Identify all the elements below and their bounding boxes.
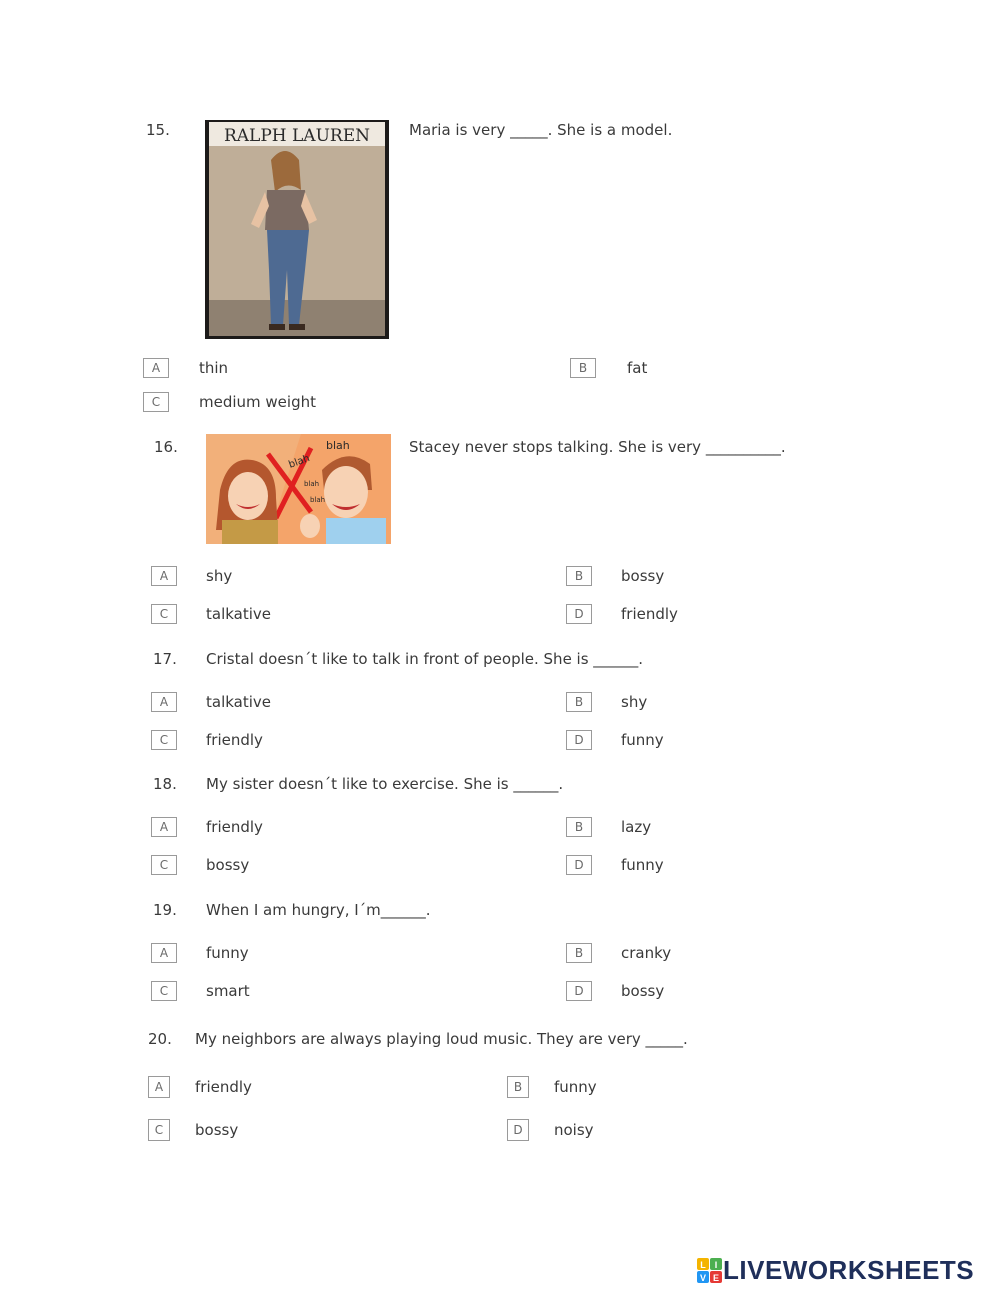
question-19-text: When I am hungry, I´m______.	[206, 901, 431, 919]
option-16-c-label[interactable]: talkative	[206, 605, 272, 623]
blah-text-2: blah	[287, 453, 312, 471]
option-17-a-label[interactable]: talkative	[206, 693, 272, 711]
option-15-c-box[interactable]: C	[143, 392, 169, 412]
option-16-d-box[interactable]: D	[566, 604, 592, 624]
option-16-d-label[interactable]: friendly	[621, 605, 678, 623]
option-18-c-box[interactable]: C	[151, 855, 177, 875]
svg-text:L: L	[700, 1259, 706, 1270]
option-19-b-label[interactable]: cranky	[621, 944, 672, 962]
question-18-text: My sister doesn´t like to exercise. She is ______.	[206, 775, 564, 793]
svg-text:V: V	[699, 1272, 707, 1283]
svg-text:E: E	[712, 1272, 720, 1283]
option-20-b-label[interactable]: funny	[554, 1078, 597, 1096]
option-19-a-box[interactable]: A	[151, 943, 177, 963]
ralph-lauren-logo-text: RALPH LAUREN	[223, 126, 371, 146]
option-17-b-box[interactable]: B	[566, 692, 592, 712]
question-18-number: 18.	[153, 775, 177, 793]
option-16-a-label[interactable]: shy	[206, 567, 233, 585]
option-20-a-box[interactable]: A	[148, 1076, 170, 1098]
blah-text-3: blah	[304, 480, 320, 488]
option-17-d-label[interactable]: funny	[621, 731, 664, 749]
option-20-d-box[interactable]: D	[507, 1119, 529, 1141]
option-20-c-box[interactable]: C	[148, 1119, 170, 1141]
option-15-a-label[interactable]: thin	[199, 359, 229, 377]
option-19-d-box[interactable]: D	[566, 981, 592, 1001]
option-17-d-box[interactable]: D	[566, 730, 592, 750]
blah-text-4: blah	[310, 496, 326, 504]
option-18-c-label[interactable]: bossy	[206, 856, 250, 874]
option-17-a-box[interactable]: A	[151, 692, 177, 712]
option-16-a-box[interactable]: A	[151, 566, 177, 586]
option-19-d-label[interactable]: bossy	[621, 982, 665, 1000]
question-17-text: Cristal doesn´t like to talk in front of people. She is ______.	[206, 650, 644, 668]
svg-text:I: I	[714, 1259, 718, 1270]
liveworksheets-logo[interactable]	[697, 1255, 974, 1286]
option-18-d-box[interactable]: D	[566, 855, 592, 875]
option-18-a-label[interactable]: friendly	[206, 818, 263, 836]
talking-cartoon-image	[206, 434, 391, 544]
option-15-c-label[interactable]: medium weight	[199, 393, 316, 411]
liveworksheets-icon	[697, 1258, 723, 1284]
liveworksheets-logo-text: LIVEWORKSHEETS	[723, 1255, 975, 1285]
option-16-c-box[interactable]: C	[151, 604, 177, 624]
option-19-c-box[interactable]: C	[151, 981, 177, 1001]
model-photo	[205, 120, 389, 339]
option-20-b-box[interactable]: B	[507, 1076, 529, 1098]
question-19-number: 19.	[153, 901, 177, 919]
option-18-d-label[interactable]: funny	[621, 856, 664, 874]
option-19-a-label[interactable]: funny	[206, 944, 249, 962]
option-20-a-label[interactable]: friendly	[195, 1078, 252, 1096]
option-15-a-box[interactable]: A	[143, 358, 169, 378]
option-20-d-label[interactable]: noisy	[554, 1121, 594, 1139]
question-20-text: My neighbors are always playing loud music. They are very _____.	[195, 1030, 688, 1048]
question-20-number: 20.	[148, 1030, 172, 1048]
question-15-number: 15.	[146, 121, 170, 139]
option-15-b-label[interactable]: fat	[627, 359, 648, 377]
question-16-number: 16.	[154, 438, 178, 456]
option-18-b-label[interactable]: lazy	[621, 818, 652, 836]
option-17-b-label[interactable]: shy	[621, 693, 648, 711]
option-15-b-box[interactable]: B	[570, 358, 596, 378]
option-20-c-label[interactable]: bossy	[195, 1121, 239, 1139]
question-15-text: Maria is very _____. She is a model.	[409, 121, 673, 139]
option-17-c-box[interactable]: C	[151, 730, 177, 750]
option-16-b-label[interactable]: bossy	[621, 567, 665, 585]
option-18-b-box[interactable]: B	[566, 817, 592, 837]
option-19-c-label[interactable]: smart	[206, 982, 250, 1000]
option-17-c-label[interactable]: friendly	[206, 731, 263, 749]
question-16-text: Stacey never stops talking. She is very __________.	[409, 438, 786, 456]
option-19-b-box[interactable]: B	[566, 943, 592, 963]
option-16-b-box[interactable]: B	[566, 566, 592, 586]
option-18-a-box[interactable]: A	[151, 817, 177, 837]
blah-text-1: blah	[326, 439, 350, 452]
question-17-number: 17.	[153, 650, 177, 668]
